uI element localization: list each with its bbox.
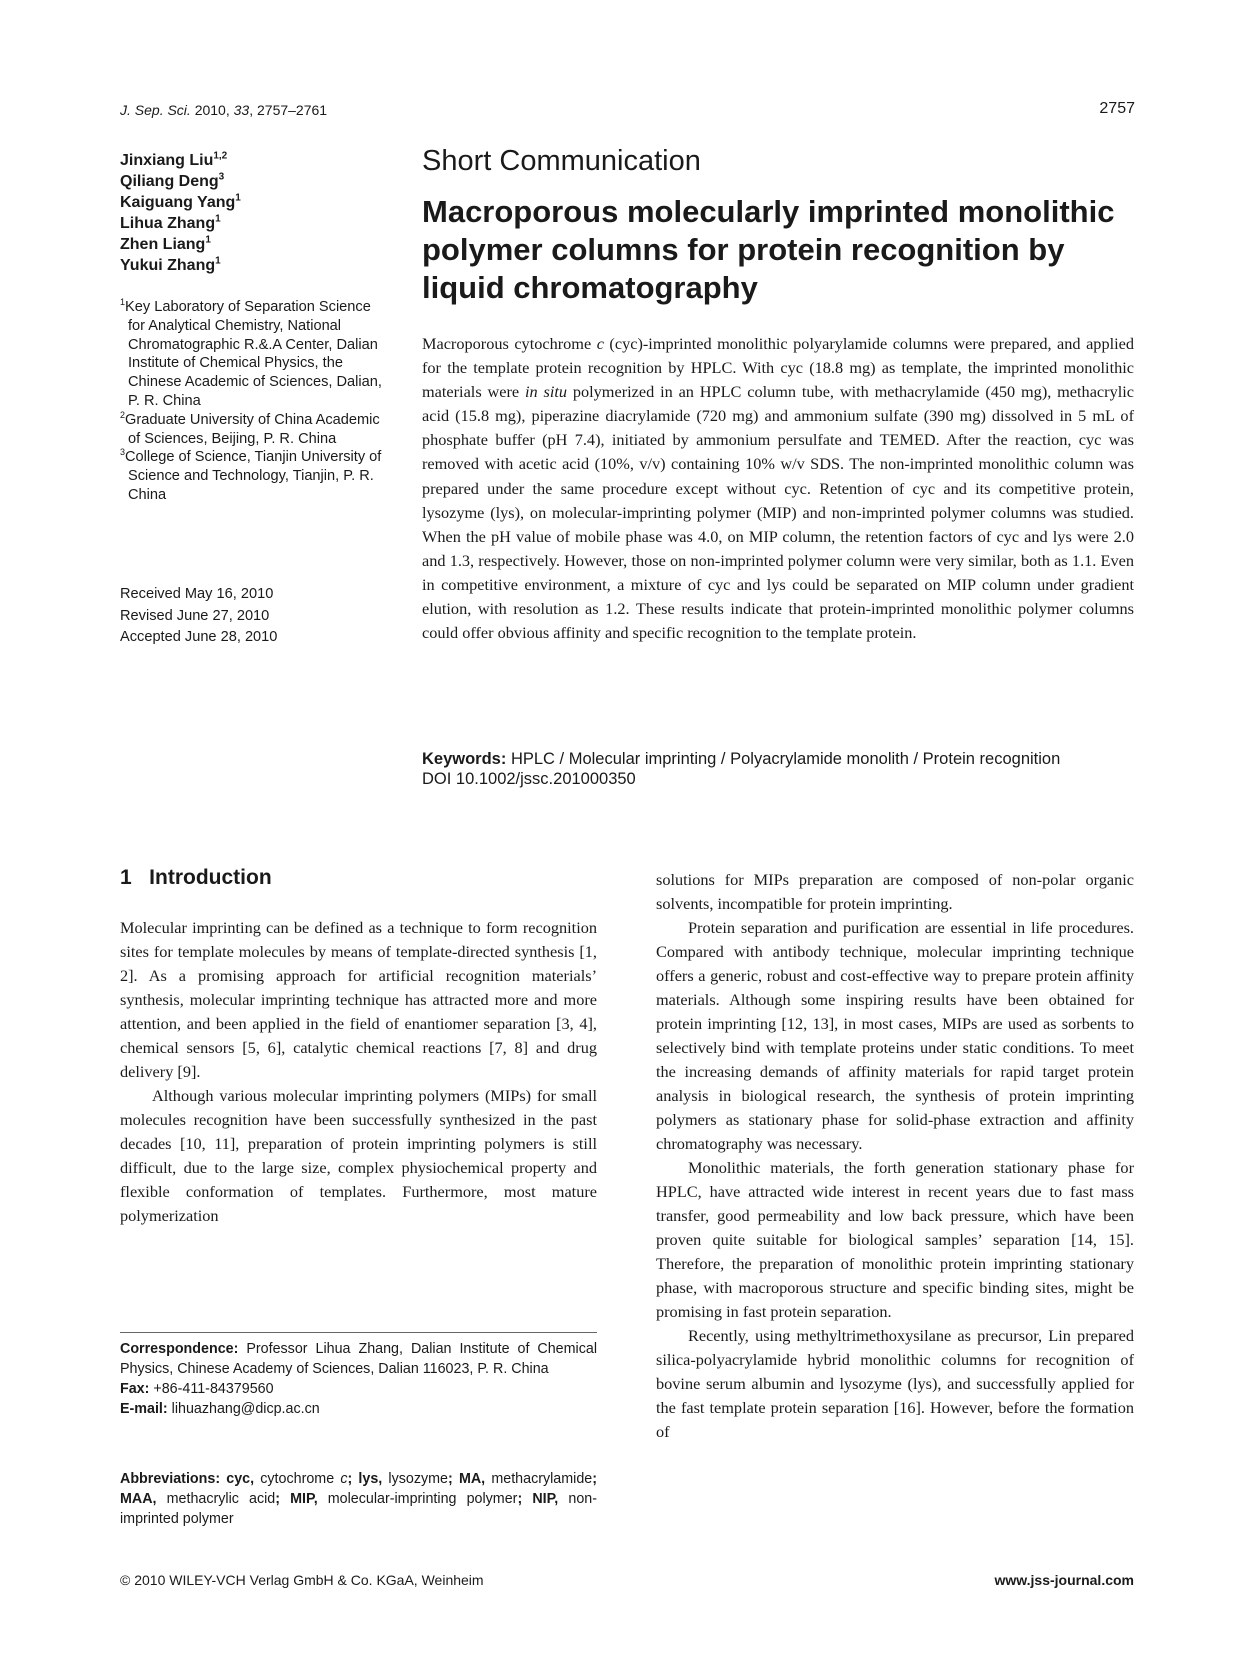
citation-pages: , 2757–2761	[249, 102, 328, 118]
author-affiliation-mark: 3	[218, 171, 225, 183]
author-list	[120, 150, 390, 276]
author-name: Lihua Zhang$^1$	[120, 213, 221, 232]
body-paragraph: solutions for MIPs preparation are composed of non-polar organic solvents, incompatible for protein imprinting.	[656, 870, 1134, 913]
citation-volume: 33	[233, 102, 250, 118]
abbreviation-term: cyc,	[226, 1471, 255, 1487]
accepted-date: Accepted June 28, 2010	[120, 629, 278, 645]
received-date: Received May 16, 2010	[120, 586, 274, 602]
page-number: 2757	[1099, 100, 1135, 117]
body-paragraph: Although various molecular imprinting polymers (MIPs) for small molecules recognition have been successfully synthesized in the past decades [10, 11], preparation of protein imprinting polymers is still difficult, due to the large size, complex physiochemical property and flexible conformation of templates. Furthermore, most mature polymerization	[120, 1086, 597, 1225]
body-paragraph: Molecular imprinting can be defined as a technique to form recognition sites for template molecules by means of template-directed synthesis [1, 2]. As a promising approach for artificial recognition materials’ synthesis, molecular imprinting technique has attracted more and more attention, and been applied in the field of enantiomer separation [3, 4], chemical sensors [5, 6], catalytic chemical reactions [7, 8] and drug delivery [9].	[120, 918, 597, 1081]
correspondence-note: Correspondence: Professor Lihua Zhang, Dalian Institute of Chemical Physics, Chinese Academy of Sciences, Dalian 116023, P. R. China Fax: +86-411-84379560 E-mail: lihuazhang@dicp.ac.cn	[120, 1341, 597, 1417]
author-affiliation-mark: 1	[215, 255, 221, 267]
body-paragraph: Monolithic materials, the forth generation stationary phase for HPLC, have attracted wide interest in recent years due to fast mass transfer, good permeability and low back pressure, which have been proven quite suitable for biological samples’ separation [14, 15]. Therefore, the preparation of monolithic protein imprinting stationary phase, with macroporous structure and specific binding sites, might be promising in fast protein separation.	[656, 1158, 1134, 1321]
body-paragraph: Protein separation and purification are essential in life procedures. Compared with antibody technique, molecular imprinting technique offers a generic, robust and cost-effective way to prepare protein affinity materials. Although some inspiring results have been obtained for protein imprinting [12, 13], in most cases, MIPs are used as sorbents to selectively bind with template proteins under static conditions. To meet the increasing demands of affinity materials for rapid target protein analysis in biological research, the synthesis of protein imprinting polymers as stationary phase for solid-phase extraction and affinity chromatography was necessary.	[656, 918, 1134, 1153]
author-name: Zhen Liang$^1$	[120, 234, 211, 253]
copyright-footer: © 2010 WILEY-VCH Verlag GmbH & Co. KGaA, Weinheim	[120, 1572, 484, 1588]
keywords-text: HPLC / Molecular imprinting / Polyacrylamide monolith / Protein recognition	[506, 750, 1061, 768]
keywords-label: Keywords:	[422, 750, 507, 768]
abbreviation-term: MIP,	[290, 1491, 318, 1507]
author-name: Kaiguang Yang$^1$	[120, 192, 241, 211]
article-dates	[120, 584, 277, 649]
fax-number: +86-411-84379560	[149, 1381, 274, 1397]
abbreviation-term: MA,	[458, 1471, 486, 1487]
doi: DOI 10.1002/jssc.201000350	[422, 770, 636, 788]
author-affiliation-mark: 1	[235, 192, 241, 204]
running-head	[120, 102, 327, 118]
citation-year: 2010,	[190, 102, 234, 118]
keywords	[422, 749, 1134, 789]
author-affiliation-mark: 1,2	[213, 150, 228, 162]
abstract: Macroporous cytochrome c (cyc)-imprinted monolithic polyarylamide columns were prepared, and applied for the template protein recognition by HPLC. With cyc (18.8 mg) as template, the imprinted monolithic materials were in situ polymerized in an HPLC column tube, with methacrylamide (450 mg), methacrylic acid (15.8 mg), piperazine diacrylamide (720 mg) and ammonium sulfate (390 mg) dissolved in 5 mL of phosphate buffer (pH 7.4), initiated by ammonium persulfate and TEMED. After the reaction, cyc was removed with acetic acid (10%, v/v) containing 10% w/v SDS. The non-imprinted monolithic column was prepared under the same procedure except without cyc. Retention of cyc and its competitive protein, lysozyme (lys), on molecular-imprinting polymer (MIP) and non-imprinted polymer columns was studied. When the pH value of mobile phase was 4.0, on MIP column, the retention factors of cyc and lys were 2.0 and 1.3, respectively. However, those on non-imprinted polymer column were very similar, both as 1.1. Even in competitive environment, a mixture of cyc and lys could be separated on MIP column under gradient elution, with resolution as 1.2. These results indicate that protein-imprinted monolithic polymer columns could offer obvious affinity and specific recognition to the template protein.	[422, 334, 1134, 643]
affiliation: $^1$Key Laboratory of Separation Science for Analytical Chemistry, National Chromatographic R.&.A Center, Dalian Institute of Chemical Physics, the Chinese Academic of Sciences, Dalian, P. R. China	[120, 297, 382, 409]
author-affiliation-mark: 1	[205, 234, 211, 246]
affiliation: $^2$Graduate University of China Academic of Sciences, Beijing, P. R. China	[120, 409, 380, 447]
journal-website: www.jss-journal.com	[994, 1572, 1134, 1588]
footnote-divider	[120, 1332, 597, 1333]
body-column-left	[120, 916, 597, 1228]
email-address: lihuazhang@dicp.ac.cn	[167, 1401, 320, 1417]
author-name: Qiliang Deng$^3$	[120, 171, 225, 190]
article-type: Short Communication	[422, 145, 701, 177]
article-title: Macroporous molecularly imprinted monolithic polymer columns for protein recognition by liquid chromatography	[422, 194, 1115, 305]
revised-date: Revised June 27, 2010	[120, 607, 270, 624]
author-affiliation-mark: 1	[215, 213, 221, 225]
abbreviation-term: NIP,	[532, 1491, 559, 1507]
abbreviation-term: lys,	[358, 1471, 383, 1487]
author-name: Yukui Zhang$^1$	[120, 255, 221, 274]
abbreviations-note: Abbreviations: cyc, cytochrome c; lys, lysozyme; MA, methacrylamide; MAA, methacrylic acid; MIP, molecular-imprinting polymer; NIP, non-imprinted polymer	[120, 1471, 598, 1527]
affiliation-list	[120, 298, 390, 505]
body-paragraph: Recently, using methyltrimethoxysilane as precursor, Lin prepared silica-polyacrylamide hybrid monolithic columns for recognition of bovine serum albumin and lysozyme (lys), and successfully applied for the fast template protein separation [16]. However, before the formation of	[656, 1326, 1134, 1441]
affiliation: $^3$College of Science, Tianjin University of Science and Technology, Tianjin, P. R. China	[120, 447, 382, 503]
section-heading-introduction: 1 Introduction	[120, 866, 272, 889]
journal-name: J. Sep. Sci.	[120, 102, 191, 118]
author-name: Jinxiang Liu$^{1,2}$	[120, 150, 228, 169]
body-column-right	[656, 868, 1134, 1444]
abbreviation-term: MAA,	[120, 1491, 157, 1507]
abbreviations-label: Abbreviations:	[120, 1471, 221, 1487]
